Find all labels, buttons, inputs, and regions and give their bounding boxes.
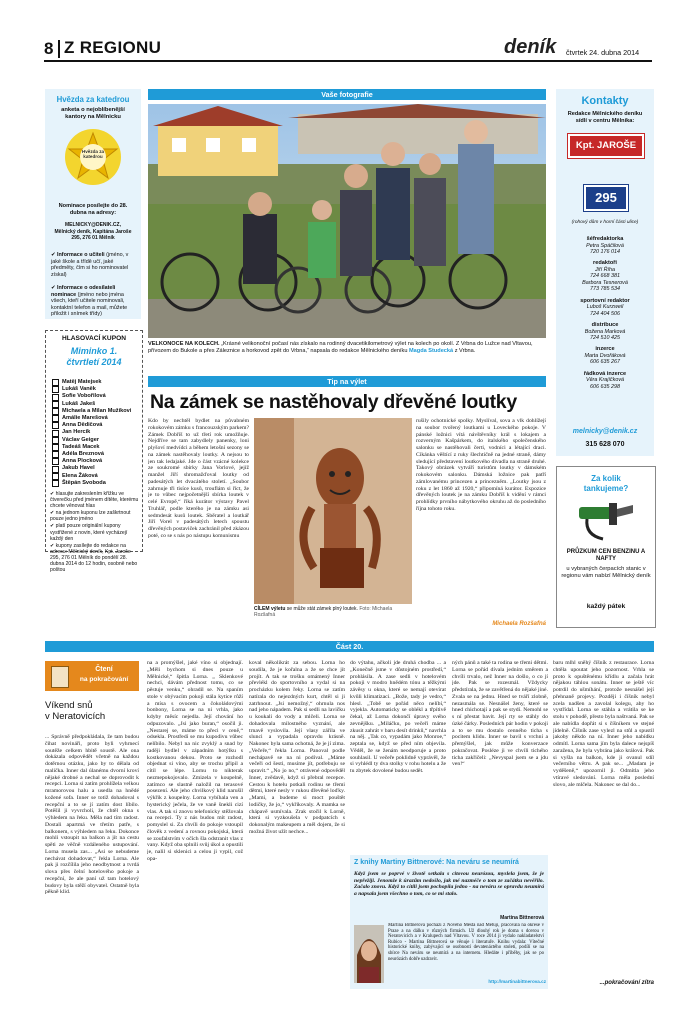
article-col-1: Kdo by nechtěl bydlet na půvabném rokokovém zámku s francouzským parkem? Zámek Dobříš to už třetí rok umožňuje. Nejdříve se tam zabydlely panenky, loni plyšoví medvídci a během letošní sezony se na zámek nastěhovaly loutky. A nejsou to jen tak ledajaké. Jde o část vzácné kolekce ze soukromé sbírky Jana Vorlové, jejíž manžel Jiří shromažďoval loutky od padesátých let dvacátého století. „Soubor zahrnuje tři tisíce kusů, trouflám si říct, že je to vůbec nejpočetnější sbírka loutek v celé Evropě,“ říká kurátor výstavy Pavel Truhlář, podle kterého je na zámku asi sedmdesát kusů loutek. Sběratel a loutkář Jiří Vorel v padesátých letech spoustu dřevěných postaviček zachránil před zkázou poté, co se s nás po nástupu komunismu (148, 418, 249, 539)
author-portrait (354, 925, 384, 983)
article-col-2: rušily ochotnické spolky. Myslíval, sova a vlk dohlížejí na soubor tvořený loutkami u Loveckého pokoje. V pánské ložnici vítá návštěvníky král s lokajem a rozverným Kašpárkem, do italského společenského salonku se nastěhovali čerti, vodníci a létající draci. Cíkánka věštící z ruky šlechtičně na jedné straně, dámy sledující představení loutkového divadla na straně druhé. Takový obrázek vytváří turistům loutky v dámském rokokovém salonku. Dámská ložnice pak patří zámlovanému princezen a princezněm. „Loutky jsou z roku z let 1860 až 1920,“ připomíná kurátor. Expozice dřevěných loutek je na zámku Dobříš k vidění v rámci prohlídky prvního nábytkového okruhu až do posledního října tohoto roku. (416, 418, 546, 512)
contact-role-block (560, 298, 650, 317)
fuel-text-3: každý pátek (586, 603, 626, 610)
contact-role: inzerce (595, 346, 615, 353)
poll-stamp-image (65, 129, 121, 185)
fuel-nozzle-icon (577, 499, 635, 541)
coupon-checkbox[interactable] (52, 401, 59, 408)
article-byline: Michaela Rozšafná (492, 621, 546, 627)
book-icon (51, 666, 69, 688)
info-teacher-text: (jméno, v jaké škole a třídě učí, jaké předměty, čím si ho nominovatel získal) (51, 252, 129, 278)
coupon-title-line1: Miminko 1. (70, 346, 118, 356)
header-divider (58, 40, 60, 58)
puppet-illustration (254, 418, 412, 604)
coupon-name: Anna Dědičová (62, 422, 103, 429)
puppet-credit: Foto: Michaela Rozšafná (254, 606, 393, 618)
poll-email[interactable]: MELNICKY@DENIK.CZ, (65, 222, 121, 228)
page-header (44, 38, 652, 64)
contact-role-block (560, 371, 650, 390)
contact-detail: Petra Spáčilová (586, 242, 624, 249)
coupon-checkbox[interactable] (52, 408, 59, 415)
book-author: Martina Bittnerová (500, 915, 544, 921)
contacts-email[interactable]: melnicky@denik.cz (572, 428, 638, 435)
coupon-rule: ✔ kupony zasílejte do redakce na adresu: Mělnický deník, Kpt. Jaroše 295, 276 01 Mělník do pondělí 28. dubna 2014 do 12 hodin, osobně nebo poštou (50, 542, 138, 574)
coupon-checkbox[interactable] (52, 444, 59, 451)
caption-author: Magda Studecká (409, 347, 454, 354)
info-teacher-check-icon: ✔ (51, 252, 58, 258)
story-title-2: v Neratovicích (45, 711, 106, 722)
serial-col-5: ných pánů a také ta rodina se třemi dětmi. Lorna se pořád dívala jedním směrem a chvíli trvalo, než Inner na došlo, o co jí jde. Pak se rozesmál. Vždycky předstírala, že se zavětřená do nějaké jiné. Zvala se na jednu. Hned se tváří zlobně, nezasmála se. Nesnášel ženy, které se hned chichotají a pak se stydí. Nemohl se s ní přestat bavit. Její rty se stáhly do úzké čárky. Posledních pár hodin v pokoji a to se mu dostalo cenného ticha s pocitem klidu. Inner se bavil s vrchní a přemýšlel, jak může konverzace pokračovat. Posléze ji ve chvíli tichého ticha zakřičeli: „Nevyspal jsem se a jdu ven!“ (452, 660, 548, 768)
sign-note: (rohový dům v horní části ulice) (571, 220, 639, 225)
serial-box-label-1: Čtení (95, 666, 113, 673)
section-title: Z REGIONU (64, 38, 162, 57)
info-sender-title: Informace o odesílateli nominace (51, 285, 116, 298)
serial-box-label-2: na pokračování (79, 676, 129, 683)
fuel-title: Za kolik tankujeme? (583, 474, 629, 493)
contact-role: sportovní redaktor (580, 297, 630, 304)
caption-end: z Vrbna. (453, 347, 476, 354)
coupon-name: Adéla Breznová (62, 451, 104, 458)
teacher-poll-box (45, 89, 141, 319)
contact-role: šéfredaktorka (586, 236, 624, 242)
poll-deadline: Nominace posílejte do 28. dubna na adresy: (58, 203, 128, 216)
contact-detail: Barbora Tesnerová (582, 279, 628, 286)
contact-detail: Jiří Říha (594, 267, 616, 273)
fuel-text-2: u vybraných čerpacích stanic v regionu vám nabízí Mělnický deník (561, 566, 651, 580)
caption-text: „Krásné velikonoční počasí nás získalo na rodinný dvacetikilometrový výlet na kolech po okolí. Z Vrbna do Lužce nad Vltavou, přívozem do Bukole a přes Záleznice a horkovod zpět do Vrbna,“ napsala do redakce Mělnického deníku (148, 341, 533, 354)
serial-col-2: na a promýšlel, jaké víno si objednají. „Měli bychom si dnes pouze u Mělnické,“ špitla Lorna. „ Sklenkové nechci, dávám přednost tomu, co se pěstuje venku,“ ohradil se. Na spaním stole v obývacím pokoji stála kytice růží a mísa s ovocem a čokoládovými bonbony, Lorna se na ni vrhla, jako kdyby měsíc nejedla. Její chování ho odpuzovalo. „Jsi jako buran,“ osočil ji. „Nestarej se, máme to přeci v ceně,“ odsekla. Prostředí se mu kupodivu vůbec nelíbilo. Nebyl na nic zvyklý a snad by raději bydlel v západním hotýlku s kostkovanou dekou. Proto se rozhodl objednat si víno, aby se trochu připil a cítil se lépe. Lornu to nikterak nezmepokojovalo. Zmizela v koupelně, zatímco se slastně naložil na terasové posezení. Ale jeho chvilkový klid narušil výkřik z koupelny. Lorna vybíhala ven a hysterický ječela, že ve vaně šnekli cizí vlas. A tak si znovu telefonicky stěžovala na recepci. Ty z nás budou mít radost, pomyslel si. Za chvíli do pokoje vstoupil člověk z vedení a rovnou pokojská, která se zoufalstvím v očích šla odstranit vlas z vany. Když oba splnili svůj úkol a opustili je, nalil si sklenici a celou ji vypil, což opa- (147, 660, 243, 862)
contact-role-block (560, 346, 650, 365)
coupon-name: Anna Plocková (62, 458, 103, 465)
coupon-name-row[interactable] (52, 379, 142, 386)
book-title: Z knihy Martiny Bittnerové: Na neváru se neumírá (354, 859, 519, 866)
trip-section-label: Tip na výlet (148, 376, 546, 387)
photo-illustration (148, 104, 546, 338)
stamp-text: Hvězda za katedrou (81, 149, 105, 160)
info-sender-check-icon: ✔ (51, 285, 58, 291)
coupon-name: Lukáš Vaněk (62, 386, 96, 393)
puppet-caption-bold: CÍLEM výletu (254, 606, 286, 612)
coupon-checkbox[interactable] (52, 451, 59, 458)
coupon-name: Elena Žáková (62, 472, 98, 479)
serial-col-3: koval několikrát za sebou. Lorna ho soudila, že je kořalna a že se chce jít projít. A tak se trošku omámený Inner převlékl do sportovního a vydal si na procházku kolem řeky. Lorna se zatím natírala do nejezdných kurt, chtěl si ji zatrhnout. „Jsi nemožný,“ ohrnula nos nad jeho nápadem. Pak si sedli na lavičku u koukali do vody a mlčeli. Lorna se dohadovala milostného vyznání, ale trnavě vyslovila. Její vlasy zářila ve slunci a vypadala opravdu krásně. Nakonec byla sama ochotná, že je jí zima. „Večeře,“ řekla Lorna. Panoval podle nechápavě se na ni podíval. „Máme večeři od šesti, musíme jít, potřebuju se upravit.“ „No jo no,“ otrávené odpověděl Inner, zvědavě, když si přebral recepce. Cestou k hotelu potkali rodinu se třemi dětmi, které nesly v rukou dřevěné loďky. „Mami, a budeme si moct pouštět lodičky, že jo,“ vykřikovaly. A mamka se chápavě usmívala. Zrak stočil k Lorně, která si vyzkoušela v podpatcích s dokonalým makeupem a měl dojem, že si možná život užít nechce... (249, 660, 345, 835)
coupon-name-row[interactable] (52, 465, 142, 472)
book-box (350, 855, 548, 989)
coupon-checkbox[interactable] (52, 379, 59, 386)
info-teacher-title: Informace o učiteli (57, 252, 105, 258)
serial-col-6: baru mlhl sněhý číšník z restaurace. Lorna chtěla upoutat jeho pozornost. Vrhla se proto k opuštěnému křídlu a začala hrát nějakou táhlou sonátu. Inner se ještě víc potrdil do ušmíhání, protože nesnášel její přehnaně projevy. Později i číšník nebyl zcela nadšen a zavolal kolegu, aby ho vystřídal. Lorna se stáhla a vrátila se ke stolu v pohodě, přesto byla naštvaná. Pak se ale nabídla dopřát si s číšníkem ve stejné jídelně. Číšník zase vylezl na stůl a spustil jakoby někdo na ní. Inner jeho nabídku odmítl. Lorna sama jím byla dalece nejspíš zaražena, že byla vybrána jako králová. Pak si vyšla na balkon, kde ji ovanul sdíl večerního větru. A pak se... „Madam je vyděšeně,“ upozornil ji. Odmítla jeho vtíravé sledování. Lorna měla poslední slovo, ale mlčela. Nakonec se dal do... (553, 660, 654, 788)
coupon-checkbox[interactable] (52, 466, 59, 473)
teacher-poll-subtitle: anketa o nejoblíbenější kantory na Mělnicku (61, 107, 125, 120)
serial-part-label: Část 20. (45, 641, 654, 652)
house-number-sign: 295 (584, 185, 628, 211)
coupon-name: Michaela a Milan Mužíkovi (62, 407, 132, 414)
brand-logo: deník (504, 36, 557, 58)
coupon-label: HLASOVACÍ KUPON (62, 335, 126, 342)
coupon-checkbox[interactable] (52, 430, 59, 437)
photo-section-label: Vaše fotografie (148, 89, 546, 100)
contact-detail: Luboš Kurzweil (586, 304, 624, 311)
contact-roles (560, 236, 650, 395)
coupon-name-row[interactable] (52, 393, 142, 400)
coupon-name: Jakub Havel (62, 465, 95, 472)
contact-detail: 606 635 298 (590, 383, 620, 390)
puppet-caption (254, 606, 412, 618)
puppet-photo (254, 418, 412, 604)
continuation-note: ...pokračování zítra (599, 980, 654, 986)
contacts-box (556, 89, 654, 456)
header-rule (44, 60, 652, 62)
vote-coupon (45, 330, 143, 574)
contact-detail: 720 176 014 (590, 249, 620, 255)
coupon-checkbox[interactable] (52, 422, 59, 429)
coupon-name: Sofie Vobořilová (62, 393, 106, 400)
contact-role: redaktoři (593, 260, 617, 267)
coupon-name-row[interactable] (52, 473, 142, 480)
coupon-name: Štěpán Svoboda (62, 479, 106, 486)
coupon-name: Amálie Marešová (62, 415, 108, 422)
coupon-checkbox[interactable] (52, 473, 59, 480)
contact-detail: Věra Krajíčková (585, 377, 625, 384)
contact-role-block (560, 236, 650, 255)
puppet-caption-text: se může stát zámek plný loutek. (285, 606, 358, 612)
coupon-checkbox[interactable] (52, 480, 59, 487)
coupon-rule: ✔ hlasujte zakreslením křížku ve čtverečku před jménem dítěte, kterému chcete věnovat hlas (50, 491, 139, 510)
article-headline: Na zámek se nastěhovaly dřevěné loutky (150, 391, 517, 413)
coupon-checkbox[interactable] (52, 458, 59, 465)
coupon-rule: ✔ platí pouze originální kupony vystřižené z novin, které vycházejí každý den (50, 523, 128, 542)
contact-detail: 724 668 381 (590, 273, 620, 280)
coupon-name-row[interactable] (52, 444, 142, 451)
book-intro: Když jsem se poprvé v životě setkala s citovou neurózou, myslela jsem, že je nepřežiji. Jenomže k úrazům nedošlo, jak mé nazméče o tom ze začátku nevěřilo. Začalo znovu. Když to cítili jsem pochopila jedno - na neváru se opravdu neumírá a napsala jsem všechno o tom, co se mi stalo. (354, 871, 544, 897)
coupon-name-row[interactable] (52, 429, 142, 436)
coupon-name-row[interactable] (52, 437, 142, 444)
contacts-subtitle: Redakce Mělnického deníku sídlí v centru Mělníka: (567, 111, 643, 124)
contact-detail: Marta Dvořáková (584, 353, 626, 360)
photo-caption (148, 341, 546, 355)
coupon-name-row[interactable] (52, 386, 142, 393)
family-cycling-photo (148, 104, 546, 338)
coupon-name-list (52, 379, 142, 487)
serial-col-1: ... Správně předpokládala, že tam budou čihat novináři, proto byli vyhrnecí soutěže celkem hbitě soustě. Ale ona dokázala odpovědět včetně na každou dotěrnou otázku, jako by to dělala od malička. Inner dal úlanému dvorní kroví nějaké drobné a nechal se doprovodit k recepci. Lorna si zatím prohlížela velkou mramorovou halu a usedla na hnědé kožené sofa. Inner se totiž dohadoval s recepční a to se jí zatím dost líbilo. Potěšil ji vyvrcholí, že chtěl okna s výhledem na řeku. Měla nad tím radost. Dostali apartmá ve třetím patře, s balkonem, s výhledem na řeku. Dokonce mohli vstoupit na balkon a jít na cestu spěti ze věčně vzdáleného ustupování. Lorna musela zas... „Asi se nebudeme nechávat dohadovat,“ řekla Lorna. Ale pak ji rozčílila jeho neodbytnost a tvrdá slova přes čelní hotelového pokoje a recepční, že ale paní už tam hotelový budovy byla stěží obyvatel. Ostatně byla pěkně klid. (45, 734, 139, 896)
fuel-price-box (556, 466, 656, 628)
info-teacher (51, 252, 135, 278)
coupon-name-row[interactable] (52, 422, 142, 429)
serial-reading-box (45, 661, 139, 691)
coupon-checkbox[interactable] (52, 437, 59, 444)
fuel-text-1: PRŮZKUM CEN BENZINU A NAFTY (566, 549, 646, 563)
book-url[interactable]: http://martinabittnerova.cz (488, 979, 546, 984)
coupon-name-row[interactable] (52, 480, 142, 487)
contact-role: distribuce (591, 322, 619, 329)
info-sender-text: (jméno nebo jména všech, kteří učitele nominovali, kontaktní telefon a mail, můžete přiložit i snímek třídy) (51, 291, 128, 318)
coupon-name: Václav Geiger (62, 436, 100, 443)
coupon-name-row[interactable] (52, 401, 142, 408)
coupon-name: Matěj Matejsek (62, 379, 102, 385)
coupon-name: Lukáš Jakeš (62, 400, 96, 407)
page-number: 8 (44, 39, 54, 58)
contact-role: řádková inzerce (583, 370, 627, 377)
coupon-name: Jan Hercík (62, 429, 91, 436)
info-sender (51, 285, 135, 318)
contact-detail: 606 635 267 (590, 359, 620, 366)
coupon-title-line2: čtvrtletí 2014 (66, 357, 122, 367)
contacts-title: Kontakty (581, 95, 629, 107)
coupon-rules (50, 491, 140, 574)
poll-address: Mělnický deník, Kapitána Jaroše 295, 276 01 Mělník (54, 229, 132, 242)
contact-detail: 773 785 534 (590, 286, 620, 293)
caption-bold: VELKONOCE NA KOLECH. (148, 341, 220, 347)
coupon-checkbox[interactable] (52, 415, 59, 422)
coupon-name-row[interactable] (52, 415, 142, 422)
contact-detail: Božena Marková (584, 328, 626, 335)
coupon-checkbox[interactable] (52, 394, 59, 401)
coupon-name-row[interactable] (52, 408, 142, 415)
contact-detail: 724 404 506 (590, 310, 620, 317)
contact-role-block (560, 260, 650, 292)
book-bio: Martina Bittnerová pochází z Nového Města nad Metují, pracovala na okrese v Praze a na dálku v různých firmách. Už dlouhý rok je doma s dcerou v Neratovicích a v Kralupech nad Vltavou. V roce 2014 ji vydalo nakladatelství Rubico - Martina Bittnerová se věnuje i literatuře. Knihu vydala: Vítečné historické knihy, zabývající se osobností devatenáctého století, podílí se na sbírce Na neváru se neumírá a na internetu. Hledáte i příběhy, jak se po neurózách dobře uzdravit. (388, 923, 544, 962)
coupon-name-row[interactable] (52, 451, 142, 458)
teacher-poll-title: Hvězda za katedrou (56, 95, 130, 104)
story-title-1: Víkend snů (45, 700, 93, 711)
coupon-checkbox[interactable] (52, 386, 59, 393)
coupon-name: Tadeáš Macek (62, 443, 100, 450)
contact-detail: 724 510 425 (590, 335, 620, 342)
contact-role-block (560, 322, 650, 341)
contacts-phone: 315 628 070 (585, 441, 625, 448)
issue-date: čtvrtek 24. dubna 2014 (566, 48, 640, 57)
serial-col-4: do výtahu, ačkoli jde druhá chodba ... a „Konečně jsme v důstojném prostředí,“ prohlásila. A zase sedli v hotelovém pokoji v modro hnědém tónu a těžkými závěsy u okna, které se nemají otevírat kvůli klimatizaci. „Bože, tady je vedro,“ hlesl. „Tobě se pořád něco nelíbí,“ vyjekla. Automaticky se oblékl a třpítivě čekal, až Lorna dokončí úpravy svého zevnějšku. „Miláčku, po večeři máme zkusit zahrát v baru desít drinků,“ navrhla na něj. „Tak co, vypadám jako Monroe,“ zeptala se, když se před ním objevila. Věděl, že se ženám neodporuje a proto souhlasil. U večeře poklidně vyprávěl, že si vyhlédl ty dva stolky v rohu hotelu a že tu zbytek dovolené budou sedět. (350, 660, 446, 774)
coupon-rule: ✔ na jednom kuponu lze zaškrtnout pouze jedno jméno (50, 510, 131, 523)
street-sign: Kpt. JAROŠE (568, 134, 644, 158)
coupon-name-row[interactable] (52, 458, 142, 465)
